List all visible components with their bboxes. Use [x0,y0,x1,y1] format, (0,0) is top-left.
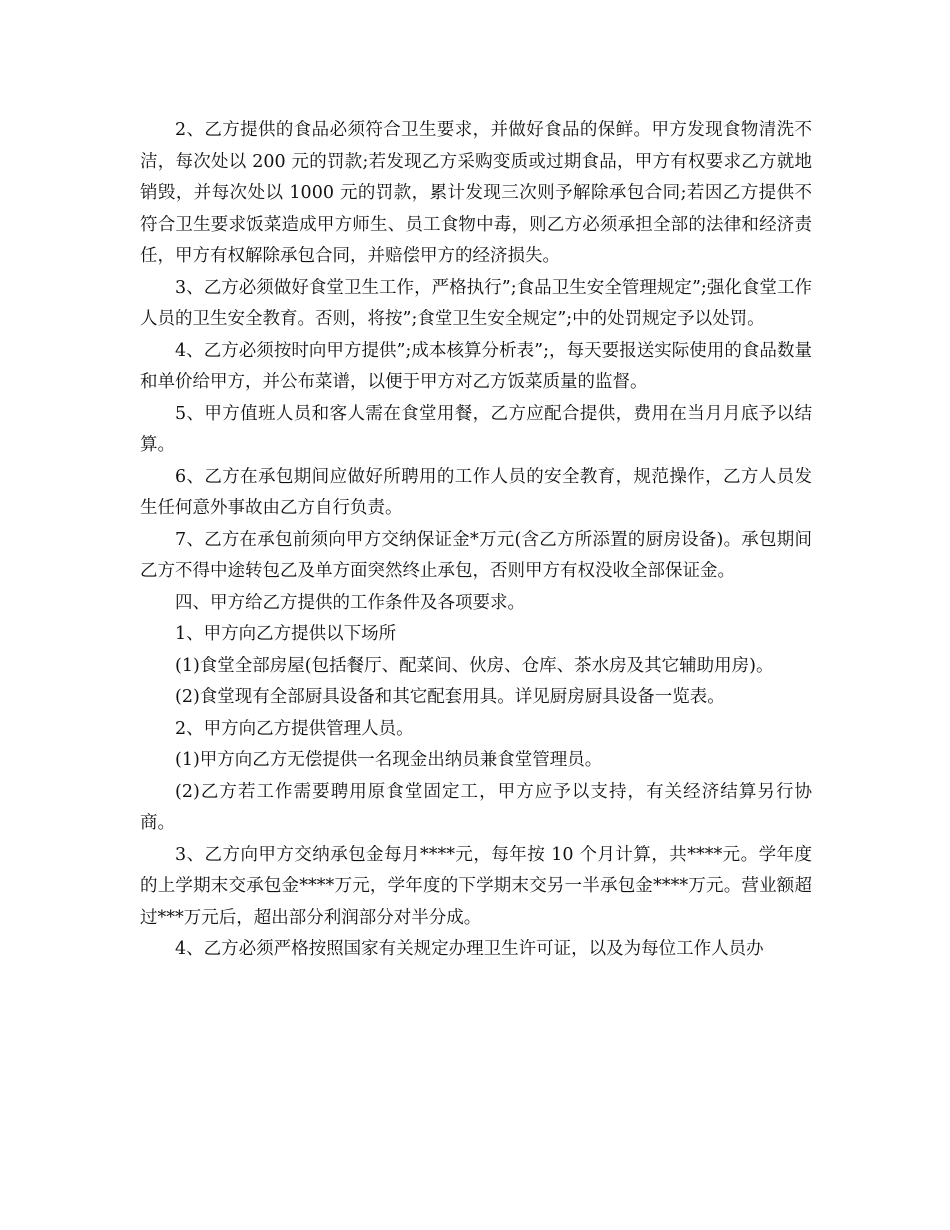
list-item-premises-2: (2)食堂现有全部厨具设备和其它配套用具。详见厨房厨具设备一览表。 [175,687,725,707]
list-item-staff-2: (2)乙方若工作需要聘用原食堂固定工，甲方应予以支持，有关经济结算另行协商。 [140,781,812,833]
list-item-premises-1: (1)食堂全部房屋(包括餐厅、配菜间、伙房、仓库、茶水房及其它辅助用房)。 [175,655,774,676]
paragraph-deposit: 7、乙方在承包前须向甲方交纳保证金*万元(含乙方所添置的厨房设备)。承包期间乙方不得中途转包乙及单方面突然终止承包，否则甲方有权没收全部保证金。 [140,529,812,581]
paragraph-premises: 1、甲方向乙方提供以下场所 [175,624,397,644]
paragraph-cost-report: 4、乙方必须按时向甲方提供”;成本核算分析表”;，每天要报送实际使用的食品数量和单价给甲方，并公布菜谱，以便于甲方对乙方饭菜质量的监督。 [140,340,812,392]
list-item-staff-1: (1)甲方向乙方无偿提供一名现金出纳员兼食堂管理员。 [175,750,603,770]
paragraph-canteen-sanitation: 3、乙方必须做好食堂卫生工作，严格执行”;食品卫生安全管理规定”;强化食堂工作人员的卫生安全教育。否则，将按”;食堂卫生安全规定”;中的处罚规定予以处罚。 [140,277,812,329]
paragraph-hygiene-license: 4、乙方必须严格按照国家有关规定办理卫生许可证，以及为每位工作人员办 [175,939,764,959]
paragraph-management-staff: 2、甲方向乙方提供管理人员。 [175,718,414,739]
paragraph-contract-fee: 3、乙方向甲方交纳承包金每月****元，每年按 10 个月计算，共****元。学年度的上学期末交承包金****万元，学年度的下学期末交另一半承包金****万元。营业额超过***万元后，超出部分利润部分对半分成。 [140,844,812,928]
paragraph-staff-meals: 5、甲方值班人员和客人需在食堂用餐，乙方应配合提供，费用在当月月底予以结算。 [140,403,812,455]
paragraph-safety-education: 6、乙方在承包期间应做好所聘用的工作人员的安全教育，规范操作，乙方人员发生任何意外事故由乙方自行负责。 [140,466,812,518]
paragraph-food-hygiene: 2、乙方提供的食品必须符合卫生要求，并做好食品的保鲜。甲方发现食物清洗不洁，每次处以 200 元的罚款;若发现乙方采购变质或过期食品，甲方有权要求乙方就地销毁，并每次处以 1000 元的罚款，累计发现三次则予解除承包合同;若因乙方提供不符合卫生要求饭菜造成甲方师生、员工食物中毒，则乙方必须承担全部的法律和经济责任，甲方有权解除承包合同，并赔偿甲方的经济损失。 [140,120,812,266]
section-heading-work-conditions: 四、甲方给乙方提供的工作条件及各项要求。 [175,592,525,613]
document-body [140,115,812,966]
